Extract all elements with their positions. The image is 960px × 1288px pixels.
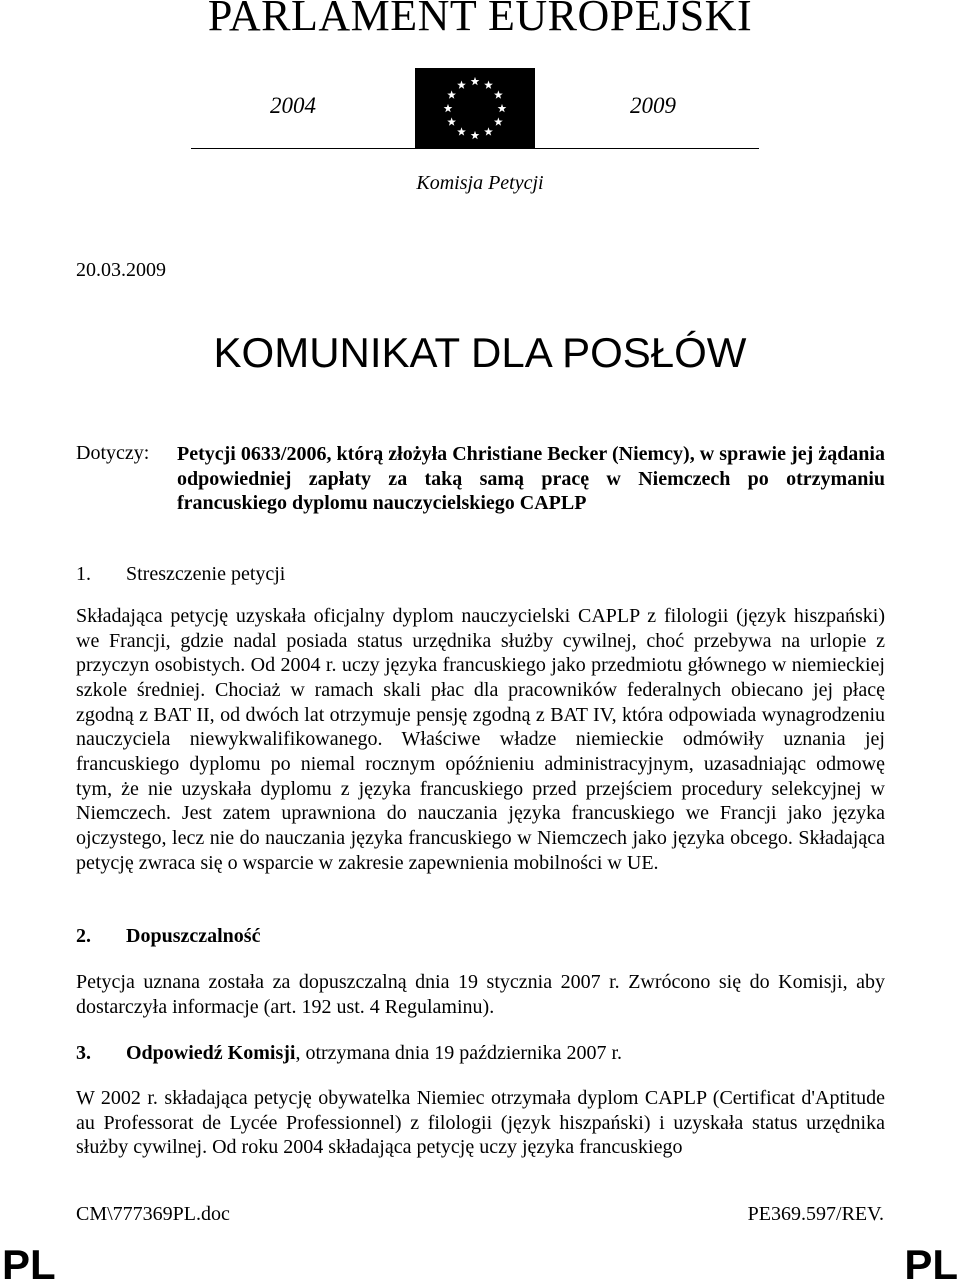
star-icon	[447, 117, 456, 125]
institution-title: PARLAMENT EUROPEJSKI	[207, 0, 753, 40]
section-3-title-suffix: , otrzymana dnia 19 października 2007 r.	[295, 1042, 623, 1064]
document-title: KOMUNIKAT DLA POSŁÓW	[213, 329, 747, 376]
section-1-number: 1.	[76, 563, 91, 585]
star-icon	[498, 104, 507, 112]
star-icon	[484, 81, 493, 89]
star-icon	[484, 127, 493, 135]
committee-name: Komisja Petycji	[416, 172, 544, 194]
section-2-title: Dopuszczalność	[126, 925, 261, 947]
term-end-year: 2009	[630, 93, 676, 118]
language-code-left: PL	[2, 1241, 56, 1288]
eu-flag-icon	[415, 68, 535, 149]
star-icon	[494, 90, 503, 98]
section-3-title: Odpowiedź Komisji	[126, 1042, 296, 1064]
section-3-heading	[126, 1042, 622, 1065]
star-icon	[447, 90, 456, 98]
section-3-number: 3.	[76, 1042, 91, 1064]
star-icon	[457, 81, 466, 89]
pe-reference: PE369.597/REV.	[747, 1203, 884, 1225]
subject-text: Petycji 0633/2006, którą złożyła Christiane Becker (Niemcy), w sprawie jej żądania odpowiedniej zapłaty za taką samą pracę w Niemczech po otrzymaniu francuskiego dyplomu nauczycielskiego CAPLP	[177, 443, 885, 514]
file-reference: CM\777369PL.doc	[76, 1203, 230, 1225]
star-icon	[444, 104, 453, 112]
subject-label: Dotyczy:	[76, 442, 150, 464]
header-divider	[191, 148, 759, 149]
star-icon	[471, 77, 480, 85]
star-icon	[494, 117, 503, 125]
term-start-year: 2004	[270, 93, 316, 118]
section-2-body: Petycja uznana została za dopuszczalną dnia 19 stycznia 2007 r. Zwrócono się do Komisji, aby dostarczyła informacje (art. 192 ust. 4 Regulaminu).	[76, 971, 885, 1018]
language-code-right: PL	[904, 1241, 958, 1288]
eu-stars	[415, 68, 535, 149]
section-3-body: W 2002 r. składająca petycję obywatelka Niemiec otrzymała dyplom CAPLP (Certificat d'Aptitude au Professorat de Lycée Professionnel) z filologii (język hiszpański) i uzyskała status urzędnika służby cywilnej. Od roku 2004 składająca petycję uczy języka francuskiego	[76, 1087, 885, 1159]
section-1-title: Streszczenie petycji	[126, 563, 286, 585]
star-icon	[471, 131, 480, 139]
section-1-body: Składająca petycję uzyskała oficjalny dyplom nauczycielski CAPLP z filologii (język hiszpański) we Francji, gdzie nadal posiada status urzędnika służby cywilnej, choć przebywa na urlopie z przyczyn osobistych. Od 2004 r. uczy języka francuskiego jako przedmiotu głównego w niemieckiej szkole średniej. Chociaż w ramach skali płac dla pracowników federalnych obiecano jej płacę zgodną z BAT II, od dwóch lat otrzymuje pensję zgodną z BAT IV, która odpowiada wynagrodzeniu nauczyciela niewykwalifikowanego. Właściwe władze niemieckie odmówiły uznania jej francuskiego dyplomu po niemal rocznym opóźnieniu administracyjnym, uzasadniając odmowę tym, że nie uzyskała dyplomu z języka francuskiego przed przejściem procedury selekcyjnej w Niemczech. Jest zatem uprawniona do nauczania języka francuskiego we Francji jako języka ojczystego, lecz nie do nauczania języka francuskiego w Niemczech jako języka obcego. Składająca petycję zwraca się o wsparcie w zakresie zapewnienia mobilności w UE.	[76, 605, 885, 874]
star-icon	[457, 127, 466, 135]
document-date: 20.03.2009	[76, 259, 166, 281]
section-2-number: 2.	[76, 925, 91, 947]
